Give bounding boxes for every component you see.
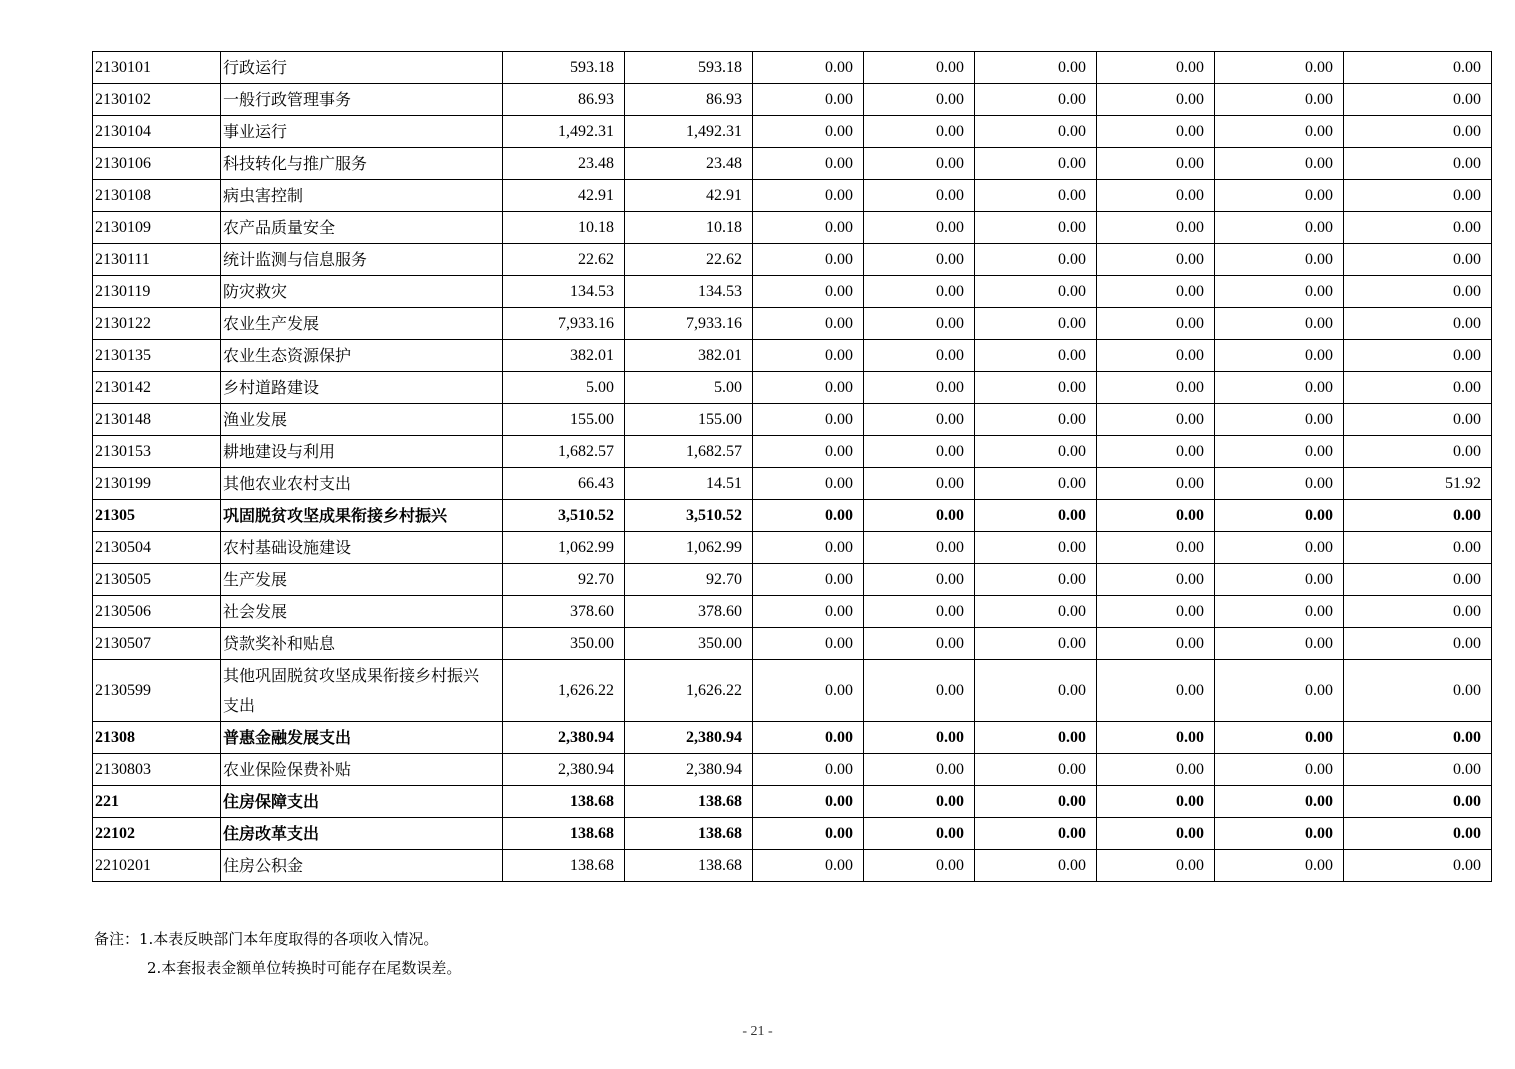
amount-cell: 0.00 [864,628,975,660]
amount-cell: 0.00 [1097,84,1215,116]
amount-cell: 0.00 [753,468,864,500]
amount-cell: 0.00 [1097,500,1215,532]
amount-cell: 0.00 [975,850,1097,882]
amount-cell: 86.93 [625,84,753,116]
subject-code-cell: 2130122 [93,308,221,340]
amount-cell: 0.00 [864,754,975,786]
amount-cell: 0.00 [753,212,864,244]
amount-cell: 0.00 [753,436,864,468]
amount-cell: 0.00 [864,404,975,436]
amount-cell: 1,062.99 [503,532,625,564]
amount-cell: 0.00 [753,786,864,818]
subject-name-cell: 病虫害控制 [221,180,503,212]
amount-cell: 86.93 [503,84,625,116]
table-row [93,628,1492,660]
amount-cell: 0.00 [975,212,1097,244]
amount-cell: 0.00 [753,754,864,786]
amount-cell: 0.00 [864,786,975,818]
subject-code-cell: 2130111 [93,244,221,276]
amount-cell: 0.00 [864,212,975,244]
amount-cell: 0.00 [1344,404,1492,436]
amount-cell: 0.00 [753,244,864,276]
subject-name-cell: 统计监测与信息服务 [221,244,503,276]
amount-cell: 14.51 [625,468,753,500]
amount-cell: 0.00 [1097,754,1215,786]
table-row [93,786,1492,818]
subject-code-cell: 2130504 [93,532,221,564]
amount-cell: 5.00 [503,372,625,404]
table-row [93,596,1492,628]
amount-cell: 0.00 [1344,212,1492,244]
amount-cell: 3,510.52 [503,500,625,532]
amount-cell: 0.00 [975,660,1097,722]
amount-cell: 3,510.52 [625,500,753,532]
subject-code-cell: 221 [93,786,221,818]
table-row [93,52,1492,84]
table-row [93,818,1492,850]
subject-name-cell: 住房改革支出 [221,818,503,850]
amount-cell: 0.00 [753,116,864,148]
table-row [93,850,1492,882]
amount-cell: 378.60 [503,596,625,628]
subject-name-cell: 生产发展 [221,564,503,596]
amount-cell: 0.00 [1344,532,1492,564]
table-row [93,116,1492,148]
amount-cell: 0.00 [1097,372,1215,404]
amount-cell: 0.00 [1344,786,1492,818]
amount-cell: 0.00 [1097,244,1215,276]
subject-name-cell: 科技转化与推广服务 [221,148,503,180]
amount-cell: 0.00 [1344,244,1492,276]
amount-cell: 42.91 [625,180,753,212]
amount-cell: 0.00 [975,564,1097,596]
table-row [93,532,1492,564]
subject-name-cell: 防灾救灾 [221,276,503,308]
amount-cell: 0.00 [1215,468,1344,500]
amount-cell: 0.00 [1215,754,1344,786]
amount-cell: 0.00 [975,244,1097,276]
amount-cell: 0.00 [1215,244,1344,276]
amount-cell: 155.00 [625,404,753,436]
amount-cell: 0.00 [1215,276,1344,308]
table-row [93,148,1492,180]
amount-cell: 0.00 [753,850,864,882]
amount-cell: 0.00 [1097,340,1215,372]
amount-cell: 593.18 [503,52,625,84]
amount-cell: 51.92 [1344,468,1492,500]
amount-cell: 0.00 [1097,532,1215,564]
amount-cell: 134.53 [503,276,625,308]
amount-cell: 0.00 [975,180,1097,212]
amount-cell: 22.62 [503,244,625,276]
amount-cell: 0.00 [753,596,864,628]
amount-cell: 42.91 [503,180,625,212]
table-row [93,722,1492,754]
amount-cell: 0.00 [1215,180,1344,212]
amount-cell: 0.00 [1097,722,1215,754]
amount-cell: 0.00 [864,52,975,84]
amount-cell: 7,933.16 [503,308,625,340]
amount-cell: 2,380.94 [503,754,625,786]
amount-cell: 23.48 [503,148,625,180]
amount-cell: 0.00 [1344,84,1492,116]
amount-cell: 0.00 [864,148,975,180]
table-row [93,340,1492,372]
amount-cell: 0.00 [753,404,864,436]
amount-cell: 0.00 [975,436,1097,468]
amount-cell: 0.00 [975,52,1097,84]
amount-cell: 0.00 [864,276,975,308]
amount-cell: 0.00 [864,308,975,340]
table-body [93,52,1492,882]
amount-cell: 0.00 [1215,628,1344,660]
amount-cell: 138.68 [503,818,625,850]
amount-cell: 0.00 [975,628,1097,660]
amount-cell: 0.00 [753,308,864,340]
subject-name-cell: 农产品质量安全 [221,212,503,244]
subject-code-cell: 2130599 [93,660,221,722]
amount-cell: 0.00 [1215,404,1344,436]
amount-cell: 138.68 [625,786,753,818]
amount-cell: 0.00 [975,276,1097,308]
subject-name-cell: 农业生产发展 [221,308,503,340]
amount-cell: 0.00 [864,722,975,754]
amount-cell: 0.00 [975,308,1097,340]
amount-cell: 0.00 [1097,564,1215,596]
amount-cell: 0.00 [753,372,864,404]
amount-cell: 0.00 [1215,372,1344,404]
amount-cell: 0.00 [1344,180,1492,212]
note-line-1: 备注：1.本表反映部门本年度取得的各项收入情况。 [94,930,439,948]
amount-cell: 350.00 [625,628,753,660]
amount-cell: 0.00 [1344,308,1492,340]
subject-name-cell: 住房保障支出 [221,786,503,818]
amount-cell: 0.00 [975,340,1097,372]
amount-cell: 0.00 [753,500,864,532]
table-row [93,564,1492,596]
amount-cell: 0.00 [1215,596,1344,628]
amount-cell: 0.00 [1344,116,1492,148]
notes [94,925,461,983]
table-row [93,436,1492,468]
table-row [93,372,1492,404]
amount-cell: 0.00 [1097,308,1215,340]
amount-cell: 0.00 [1097,786,1215,818]
subject-name-cell: 社会发展 [221,596,503,628]
amount-cell: 0.00 [975,818,1097,850]
amount-cell: 155.00 [503,404,625,436]
amount-cell: 0.00 [1215,212,1344,244]
subject-code-cell: 2130119 [93,276,221,308]
amount-cell: 0.00 [753,628,864,660]
subject-name-cell: 贷款奖补和贴息 [221,628,503,660]
subject-name-cell: 行政运行 [221,52,503,84]
amount-cell: 138.68 [625,818,753,850]
amount-cell: 0.00 [975,722,1097,754]
subject-name-cell: 事业运行 [221,116,503,148]
amount-cell: 138.68 [625,850,753,882]
table-row [93,84,1492,116]
subject-code-cell: 2130106 [93,148,221,180]
amount-cell: 10.18 [625,212,753,244]
table-row [93,276,1492,308]
amount-cell: 0.00 [1215,818,1344,850]
amount-cell: 0.00 [1097,52,1215,84]
amount-cell: 0.00 [1215,340,1344,372]
amount-cell: 378.60 [625,596,753,628]
amount-cell: 0.00 [1097,596,1215,628]
amount-cell: 0.00 [753,180,864,212]
subject-name-cell: 住房公积金 [221,850,503,882]
amount-cell: 1,682.57 [625,436,753,468]
amount-cell: 0.00 [1215,564,1344,596]
subject-name-cell: 渔业发展 [221,404,503,436]
amount-cell: 1,626.22 [625,660,753,722]
amount-cell: 92.70 [625,564,753,596]
amount-cell: 0.00 [864,468,975,500]
table-row [93,500,1492,532]
amount-cell: 0.00 [864,596,975,628]
amount-cell: 0.00 [1344,722,1492,754]
amount-cell: 0.00 [975,500,1097,532]
amount-cell: 1,062.99 [625,532,753,564]
amount-cell: 0.00 [1215,116,1344,148]
amount-cell: 0.00 [1097,404,1215,436]
note-line-2: 2.本套报表金额单位转换时可能存在尾数误差。 [147,959,462,977]
amount-cell: 2,380.94 [625,722,753,754]
amount-cell: 1,492.31 [625,116,753,148]
amount-cell: 10.18 [503,212,625,244]
amount-cell: 0.00 [1344,564,1492,596]
table-row [93,308,1492,340]
amount-cell: 0.00 [1097,468,1215,500]
amount-cell: 138.68 [503,786,625,818]
amount-cell: 1,682.57 [503,436,625,468]
amount-cell: 0.00 [753,276,864,308]
revenue-table [92,51,1492,882]
subject-code-cell: 2130506 [93,596,221,628]
amount-cell: 0.00 [1344,628,1492,660]
amount-cell: 0.00 [1215,660,1344,722]
amount-cell: 0.00 [753,84,864,116]
subject-name-cell: 农业生态资源保护 [221,340,503,372]
amount-cell: 350.00 [503,628,625,660]
amount-cell: 0.00 [753,532,864,564]
amount-cell: 2,380.94 [503,722,625,754]
amount-cell: 0.00 [864,180,975,212]
amount-cell: 0.00 [1097,436,1215,468]
amount-cell: 0.00 [975,532,1097,564]
subject-code-cell: 2130101 [93,52,221,84]
subject-name-cell: 其他农业农村支出 [221,468,503,500]
amount-cell: 0.00 [1097,850,1215,882]
amount-cell: 0.00 [864,340,975,372]
amount-cell: 92.70 [503,564,625,596]
subject-code-cell: 2130109 [93,212,221,244]
table-row [93,212,1492,244]
subject-name-cell: 其他巩固脱贫攻坚成果衔接乡村振兴支出 [221,660,503,722]
amount-cell: 0.00 [1097,212,1215,244]
amount-cell: 5.00 [625,372,753,404]
amount-cell: 593.18 [625,52,753,84]
amount-cell: 0.00 [1215,786,1344,818]
amount-cell: 0.00 [975,116,1097,148]
table-row [93,404,1492,436]
amount-cell: 0.00 [864,818,975,850]
amount-cell: 66.43 [503,468,625,500]
amount-cell: 0.00 [1097,116,1215,148]
amount-cell: 0.00 [753,818,864,850]
subject-code-cell: 2130135 [93,340,221,372]
subject-code-cell: 2130507 [93,628,221,660]
subject-code-cell: 21305 [93,500,221,532]
amount-cell: 382.01 [503,340,625,372]
amount-cell: 0.00 [1344,850,1492,882]
subject-code-cell: 2130153 [93,436,221,468]
page-number: - 21 - [742,1024,773,1039]
amount-cell: 0.00 [1344,372,1492,404]
amount-cell: 0.00 [975,84,1097,116]
amount-cell: 7,933.16 [625,308,753,340]
amount-cell: 0.00 [1215,850,1344,882]
table-row [93,244,1492,276]
amount-cell: 0.00 [975,596,1097,628]
amount-cell: 0.00 [1344,340,1492,372]
amount-cell: 382.01 [625,340,753,372]
amount-cell: 134.53 [625,276,753,308]
subject-name-cell: 农业保险保费补贴 [221,754,503,786]
amount-cell: 0.00 [1344,52,1492,84]
amount-cell: 0.00 [753,564,864,596]
amount-cell: 0.00 [864,564,975,596]
amount-cell: 0.00 [753,148,864,180]
table-row [93,180,1492,212]
amount-cell: 0.00 [753,52,864,84]
subject-code-cell: 2130505 [93,564,221,596]
amount-cell: 0.00 [864,532,975,564]
subject-name-cell: 农村基础设施建设 [221,532,503,564]
amount-cell: 0.00 [1215,308,1344,340]
amount-cell: 0.00 [1344,754,1492,786]
amount-cell: 0.00 [1097,660,1215,722]
amount-cell: 0.00 [975,372,1097,404]
amount-cell: 0.00 [1215,84,1344,116]
subject-code-cell: 2130102 [93,84,221,116]
table-row [93,754,1492,786]
amount-cell: 0.00 [753,340,864,372]
amount-cell: 0.00 [975,754,1097,786]
amount-cell: 0.00 [864,660,975,722]
amount-cell: 0.00 [975,404,1097,436]
amount-cell: 0.00 [1344,276,1492,308]
amount-cell: 0.00 [864,500,975,532]
amount-cell: 0.00 [1097,628,1215,660]
amount-cell: 0.00 [1097,180,1215,212]
subject-name-cell: 乡村道路建设 [221,372,503,404]
subject-name-cell: 普惠金融发展支出 [221,722,503,754]
amount-cell: 0.00 [1344,148,1492,180]
amount-cell: 1,626.22 [503,660,625,722]
amount-cell: 0.00 [1215,722,1344,754]
subject-code-cell: 2130108 [93,180,221,212]
subject-code-cell: 2130199 [93,468,221,500]
amount-cell: 0.00 [1215,436,1344,468]
amount-cell: 0.00 [1097,276,1215,308]
table-row [93,468,1492,500]
amount-cell: 0.00 [1215,148,1344,180]
amount-cell: 0.00 [864,116,975,148]
subject-name-cell: 耕地建设与利用 [221,436,503,468]
amount-cell: 138.68 [503,850,625,882]
amount-cell: 0.00 [1344,436,1492,468]
amount-cell: 0.00 [1344,500,1492,532]
subject-code-cell: 2130142 [93,372,221,404]
subject-name-cell: 一般行政管理事务 [221,84,503,116]
subject-code-cell: 22102 [93,818,221,850]
amount-cell: 0.00 [1215,532,1344,564]
amount-cell: 0.00 [864,84,975,116]
amount-cell: 0.00 [1344,596,1492,628]
subject-code-cell: 2210201 [93,850,221,882]
amount-cell: 1,492.31 [503,116,625,148]
amount-cell: 0.00 [975,468,1097,500]
subject-code-cell: 2130104 [93,116,221,148]
amount-cell: 0.00 [1344,818,1492,850]
table-row [93,660,1492,722]
subject-code-cell: 2130803 [93,754,221,786]
subject-code-cell: 2130148 [93,404,221,436]
amount-cell: 0.00 [1215,500,1344,532]
amount-cell: 0.00 [753,660,864,722]
subject-name-cell: 巩固脱贫攻坚成果衔接乡村振兴 [221,500,503,532]
amount-cell: 0.00 [864,850,975,882]
amount-cell: 0.00 [864,436,975,468]
amount-cell: 23.48 [625,148,753,180]
amount-cell: 0.00 [864,372,975,404]
amount-cell: 0.00 [753,722,864,754]
amount-cell: 2,380.94 [625,754,753,786]
subject-code-cell: 21308 [93,722,221,754]
amount-cell: 0.00 [1097,818,1215,850]
amount-cell: 0.00 [1344,660,1492,722]
amount-cell: 0.00 [864,244,975,276]
amount-cell: 22.62 [625,244,753,276]
amount-cell: 0.00 [975,148,1097,180]
amount-cell: 0.00 [1215,52,1344,84]
amount-cell: 0.00 [975,786,1097,818]
amount-cell: 0.00 [1097,148,1215,180]
